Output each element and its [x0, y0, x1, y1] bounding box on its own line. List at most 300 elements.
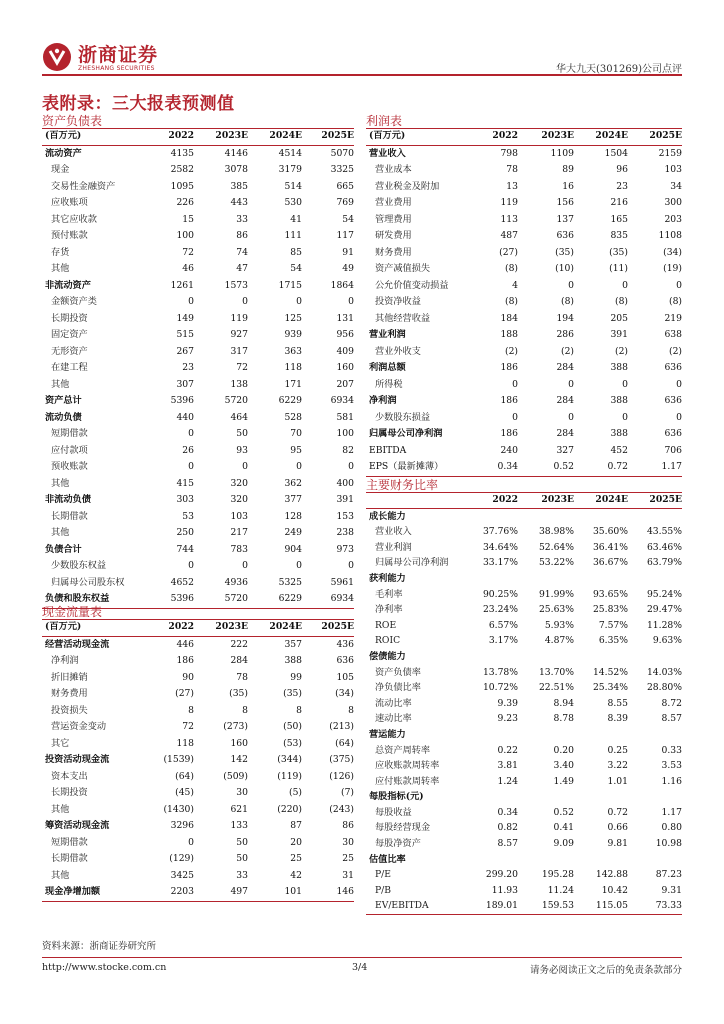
table-row — [42, 360, 354, 377]
cell-value: 28.80% — [646, 682, 682, 694]
table-row — [42, 195, 354, 212]
cell-value: 74 — [236, 246, 248, 258]
row-label: 非流动负债 — [45, 494, 91, 505]
cell-value: 388 — [284, 655, 302, 666]
cell-value: 0 — [622, 411, 628, 423]
cell-value: 203 — [664, 213, 682, 225]
cell-value: 0.52 — [553, 806, 574, 818]
cell-value: 638 — [664, 329, 682, 340]
cell-value — [466, 727, 518, 743]
cell-value: 117 — [336, 230, 354, 241]
row-label: 投资净收益 — [375, 296, 421, 307]
table-row — [366, 228, 682, 245]
page-number: 3/4 — [352, 962, 368, 973]
logo-mark-icon — [42, 42, 72, 72]
cell-value: 103 — [230, 510, 248, 522]
cell-value: 249 — [284, 527, 302, 538]
cell-value: 284 — [556, 428, 574, 439]
row-label: 利润总额 — [369, 362, 406, 373]
table-row — [366, 665, 682, 681]
cell-value — [518, 727, 574, 743]
row-label: 营业费用 — [375, 197, 412, 208]
table-row — [366, 311, 682, 328]
cell-value: 1.16 — [661, 775, 682, 787]
cell-value: 95.24% — [646, 588, 682, 600]
cell-value: 4 — [512, 279, 518, 291]
cell-value: 99 — [290, 671, 302, 683]
cell-value: 8 — [296, 704, 302, 716]
row-label: 所得税 — [375, 378, 403, 390]
table-row — [42, 719, 354, 736]
cell-value: 0.33 — [661, 744, 682, 756]
cell-value: 87.23 — [655, 869, 682, 881]
cell-value: 4146 — [224, 147, 248, 159]
cell-value: 636 — [664, 395, 682, 406]
cell-value: 1109 — [550, 147, 574, 159]
cell-value: 26 — [182, 444, 194, 456]
cell-value: 6.35% — [598, 635, 628, 647]
cell-value: 3.53 — [661, 760, 682, 772]
table-row — [42, 703, 354, 720]
cell-value: (50) — [283, 721, 302, 732]
row-label: 其它 — [51, 737, 70, 749]
cell-value: 9.63% — [652, 635, 682, 647]
cell-value: 73.33 — [628, 898, 682, 914]
cell-value: (64) — [335, 737, 354, 749]
cell-value: (27) — [175, 688, 194, 699]
cell-value: 303 — [176, 494, 194, 505]
cell-value: 33 — [236, 213, 248, 225]
cell-value: 54 — [290, 263, 302, 274]
cell-value: 50 — [236, 836, 248, 848]
cell-value: 7.57% — [598, 619, 628, 631]
table-row — [366, 212, 682, 229]
cell-value: 10.72% — [482, 682, 518, 694]
cell-value: 118 — [284, 362, 302, 373]
unit-label: (百万元) — [366, 128, 470, 145]
cell-value: 33.17% — [482, 557, 518, 569]
footer-disclaimer: 请务必阅读正文之后的免责条款部分 — [529, 965, 682, 976]
cell-value: 105 — [336, 671, 354, 683]
row-label: 总资产周转率 — [375, 744, 431, 756]
cell-value: 0.80 — [661, 822, 682, 834]
cell-value: 0 — [188, 836, 194, 848]
cell-value — [628, 789, 682, 805]
table-row — [366, 508, 682, 524]
cell-value: 25.83% — [592, 604, 628, 616]
cell-value: 388 — [610, 428, 628, 439]
cell-value: 0.22 — [497, 744, 518, 756]
cell-value: 133 — [230, 820, 248, 831]
column-header: 2025E — [302, 128, 354, 145]
cell-value: (8) — [504, 296, 518, 307]
cell-value: 82 — [342, 444, 354, 456]
footer-website-link[interactable]: http://www.stocke.com.cn — [42, 962, 167, 973]
cell-value: 85 — [290, 246, 302, 258]
table-row — [42, 443, 354, 460]
cell-value: 52.64% — [538, 541, 574, 553]
row-label: 归属母公司股东权 — [51, 576, 125, 588]
ratios-title: 主要财务比率 — [366, 478, 439, 492]
cell-value: 86 — [342, 820, 354, 831]
cell-value: 284 — [556, 362, 574, 373]
row-label: 净利润 — [369, 395, 397, 406]
cell-value: 0.66 — [607, 822, 628, 834]
cell-value: 41 — [290, 213, 302, 225]
cell-value: 36.67% — [592, 557, 628, 569]
row-label: 净利率 — [375, 604, 403, 616]
cell-value: 6229 — [278, 395, 302, 406]
cell-value: 146 — [302, 884, 354, 901]
row-label: 筹资活动现金流 — [45, 820, 110, 831]
table-row — [366, 571, 682, 587]
cell-value: 186 — [500, 395, 518, 406]
cell-value: 159.53 — [518, 898, 574, 914]
cell-value: 6.57% — [488, 619, 518, 631]
row-label: 预付账款 — [51, 230, 88, 241]
cell-value: 13.78% — [482, 666, 518, 678]
column-header: 2022 — [470, 128, 518, 145]
row-label: 应收账项 — [51, 197, 88, 208]
cell-value: 1.24 — [497, 775, 518, 787]
cell-value: 927 — [230, 329, 248, 340]
row-label: 交易性金融资产 — [51, 180, 116, 192]
cell-value: 35.60% — [592, 526, 628, 538]
cell-value: 8 — [348, 704, 354, 716]
column-header: 2025E — [302, 619, 354, 636]
cell-value: 5070 — [330, 147, 354, 159]
cell-value: 23 — [182, 362, 194, 373]
income-statement-title: 利润表 — [366, 114, 403, 128]
row-label: 金额资产类 — [51, 296, 97, 307]
cell-value: 250 — [176, 527, 194, 538]
cell-value: 119 — [500, 197, 518, 208]
cell-value: 90.25% — [482, 588, 518, 600]
cell-value: 2582 — [170, 164, 194, 175]
cell-value: (5) — [288, 787, 302, 798]
cell-value: (243) — [329, 803, 354, 815]
cell-value: 96 — [616, 164, 628, 175]
cell-value: 0 — [348, 296, 354, 307]
cell-value: 284 — [556, 395, 574, 406]
row-label: EPS（最新摊薄） — [366, 459, 470, 476]
cell-value: 137 — [556, 213, 574, 225]
cell-value — [574, 649, 628, 665]
cell-value: 0 — [296, 296, 302, 307]
cell-value: 8.57 — [661, 713, 682, 725]
cell-value — [574, 508, 628, 524]
row-label: 归属母公司净利润 — [369, 428, 443, 439]
cell-value: 497 — [194, 884, 248, 901]
column-header: 2022 — [146, 619, 194, 636]
row-label: 固定资产 — [51, 329, 88, 340]
cell-value: 1504 — [604, 147, 628, 159]
row-label: 折旧摊销 — [51, 671, 88, 683]
cell-value: 377 — [284, 494, 302, 505]
cell-value: 9.81 — [607, 838, 628, 850]
cell-value: 5720 — [194, 591, 248, 608]
cell-value: 219 — [664, 312, 682, 324]
column-header: 2022 — [466, 492, 518, 508]
table-row — [366, 162, 682, 179]
table-row — [42, 393, 354, 410]
cell-value: 636 — [664, 428, 682, 439]
cell-value: 1.01 — [607, 775, 628, 787]
row-label: 营业收入 — [375, 526, 412, 538]
row-label: 偿债能力 — [369, 650, 406, 662]
cell-value: 9.39 — [497, 697, 518, 709]
cell-value: 1108 — [658, 230, 682, 241]
cell-value: 128 — [284, 510, 302, 522]
cell-value: 9.23 — [497, 713, 518, 725]
table-row — [42, 575, 354, 592]
table-row — [42, 785, 354, 802]
cell-value: 320 — [230, 494, 248, 505]
table-row — [366, 426, 682, 443]
cell-value: 299.20 — [485, 869, 518, 881]
row-label: 资产总计 — [45, 395, 82, 406]
header-divider — [42, 74, 682, 76]
cell-value: 1095 — [170, 180, 194, 192]
cell-value: 91.99% — [538, 588, 574, 600]
row-label: 负债和股东权益 — [42, 591, 146, 608]
table-row — [366, 195, 682, 212]
row-label: 其他 — [51, 263, 70, 274]
cell-value: 15 — [182, 213, 194, 225]
cell-value: 0 — [512, 411, 518, 423]
cash-flow-table — [42, 619, 354, 902]
row-label: 短期借款 — [51, 836, 88, 848]
table-row — [42, 818, 354, 835]
row-label: 研发费用 — [375, 230, 412, 241]
cell-value: 72 — [236, 362, 248, 373]
cell-value: (34) — [335, 688, 354, 699]
cell-value: 0 — [188, 560, 194, 571]
cell-value: 0 — [242, 560, 248, 571]
table-row — [42, 228, 354, 245]
cell-value: 8.78 — [553, 713, 574, 725]
table-row — [42, 327, 354, 344]
table-row — [366, 524, 682, 540]
row-label: 获利能力 — [369, 572, 406, 584]
cell-value — [628, 649, 682, 665]
cell-value: 3296 — [170, 820, 194, 831]
cell-value: 125 — [284, 312, 302, 324]
cell-value: 13.70% — [538, 666, 574, 678]
table-row — [366, 774, 682, 790]
cell-value: 238 — [336, 527, 354, 538]
cell-value: 186 — [500, 428, 518, 439]
cell-value: 6934 — [330, 395, 354, 406]
row-label: 长期投资 — [51, 787, 88, 798]
row-label: 流动负债 — [45, 411, 82, 423]
table-row — [366, 820, 682, 836]
cell-value: 11.24 — [547, 884, 574, 896]
cell-value: 78 — [506, 164, 518, 175]
cell-value: 142 — [230, 754, 248, 765]
cell-value: 149 — [176, 312, 194, 324]
cell-value: 38.98% — [538, 526, 574, 538]
row-label: 归属母公司净利润 — [375, 557, 449, 569]
cell-value — [466, 571, 518, 587]
column-header: 2024E — [248, 619, 302, 636]
cell-value: 195.28 — [541, 869, 574, 881]
row-label: 流动资产 — [45, 147, 82, 159]
cell-value: 3078 — [224, 164, 248, 175]
row-label: P/E — [375, 869, 391, 881]
table-row — [42, 509, 354, 526]
cell-value: (8) — [668, 296, 682, 307]
cell-value: 142.88 — [595, 869, 628, 881]
cell-value: 8 — [188, 704, 194, 716]
cell-value — [628, 852, 682, 868]
cell-value: 11.28% — [646, 619, 682, 631]
cell-value: (45) — [175, 787, 194, 798]
row-label: 营业利润 — [369, 329, 406, 340]
cell-value: (509) — [223, 770, 248, 782]
cell-value: 621 — [230, 803, 248, 815]
table-row — [366, 633, 682, 649]
table-row — [42, 261, 354, 278]
cell-value: 23 — [616, 180, 628, 192]
cell-value: (7) — [340, 787, 354, 798]
table-row — [42, 410, 354, 427]
cell-value: 186 — [176, 655, 194, 666]
cell-value: 0 — [296, 461, 302, 472]
table-row — [366, 852, 682, 868]
cell-value: 0 — [676, 411, 682, 423]
table-row — [366, 278, 682, 295]
cell-value: 284 — [230, 655, 248, 666]
column-header: 2023E — [518, 492, 574, 508]
cell-value: 4936 — [224, 576, 248, 588]
cell-value: 0 — [676, 378, 682, 390]
report-tag: 华大九天(301269)公司点评 — [556, 64, 682, 75]
cell-value: 0.34 — [470, 459, 518, 476]
cell-value: 514 — [284, 180, 302, 192]
cell-value: 8.72 — [661, 697, 682, 709]
row-label: 其他经营收益 — [375, 312, 431, 324]
row-label: 每股净资产 — [375, 838, 421, 850]
cell-value — [574, 789, 628, 805]
row-label: 净利润 — [51, 655, 79, 666]
cell-value: 111 — [284, 230, 302, 241]
cell-value: 835 — [610, 230, 628, 241]
cell-value: 217 — [230, 527, 248, 538]
cell-value: 8.94 — [553, 697, 574, 709]
cell-value: 6229 — [248, 591, 302, 608]
row-label: 少数股东权益 — [51, 560, 107, 571]
cell-value: 636 — [336, 655, 354, 666]
table-row — [366, 360, 682, 377]
cell-value: 49 — [342, 263, 354, 274]
cell-value — [628, 727, 682, 743]
cell-value: (35) — [283, 688, 302, 699]
row-label: 应付账款周转率 — [375, 775, 440, 787]
table-row — [42, 212, 354, 229]
cell-value: 4514 — [278, 147, 302, 159]
cell-value: 0 — [568, 279, 574, 291]
cell-value: 904 — [284, 543, 302, 555]
cell-value: 2159 — [658, 147, 682, 159]
cell-value: 391 — [610, 329, 628, 340]
row-label: 投资损失 — [51, 704, 88, 716]
cell-value: 20 — [290, 836, 302, 848]
cell-value: (35) — [609, 246, 628, 258]
logo-text-en: ZHESHANG SECURITIES — [78, 65, 155, 72]
cell-value: 0 — [676, 279, 682, 291]
cell-value: 4135 — [170, 147, 194, 159]
table-row — [42, 884, 354, 901]
table-row — [366, 883, 682, 899]
row-label: 营业税金及附加 — [375, 180, 440, 192]
row-label: 长期借款 — [51, 853, 88, 864]
cell-value: 3325 — [330, 164, 354, 175]
cell-value: 1.17 — [661, 806, 682, 818]
cell-value: 53 — [182, 510, 194, 522]
cell-value: 939 — [284, 329, 302, 340]
cell-value: 0 — [242, 296, 248, 307]
table-row — [366, 789, 682, 805]
cell-value: 744 — [176, 543, 194, 555]
table-row — [366, 758, 682, 774]
cell-value — [518, 789, 574, 805]
cell-value: 37.76% — [482, 526, 518, 538]
cell-value: 72 — [182, 721, 194, 732]
cell-value: 415 — [176, 477, 194, 489]
row-label: 资产负债率 — [375, 666, 421, 678]
row-label: EBITDA — [369, 444, 407, 456]
cell-value: 0 — [188, 461, 194, 472]
cell-value: 25.34% — [592, 682, 628, 694]
cell-value: 23.24% — [482, 604, 518, 616]
cell-value: 205 — [610, 312, 628, 324]
cell-value: (1430) — [163, 803, 194, 815]
table-row — [42, 476, 354, 493]
cell-value: 188 — [500, 329, 518, 340]
cell-value: 956 — [336, 329, 354, 340]
cell-value: 0.34 — [497, 806, 518, 818]
cell-value: 10.42 — [601, 884, 628, 896]
cell-value: 42 — [290, 869, 302, 881]
column-header: 2024E — [574, 492, 628, 508]
cell-value: 581 — [336, 411, 354, 423]
row-label: 其他 — [51, 803, 70, 815]
row-label: 现金净增加额 — [42, 884, 146, 901]
cell-value: 90 — [182, 671, 194, 683]
column-header: 2025E — [628, 492, 682, 508]
table-row — [42, 542, 354, 559]
cell-value: (344) — [277, 754, 302, 765]
table-row — [366, 587, 682, 603]
cell-value: 3.81 — [497, 760, 518, 772]
table-row — [42, 591, 354, 608]
cell-value: 160 — [230, 737, 248, 749]
column-header: 2024E — [574, 128, 628, 145]
row-label: 无形资产 — [51, 345, 88, 357]
cell-value: 47 — [236, 263, 248, 274]
row-label: 预收账款 — [51, 461, 88, 472]
row-label: 成长能力 — [369, 510, 406, 522]
cell-value — [574, 727, 628, 743]
row-label: 长期投资 — [51, 312, 88, 324]
table-row — [42, 636, 354, 653]
cell-value — [466, 649, 518, 665]
table-row — [366, 179, 682, 196]
cell-value: 54 — [342, 213, 354, 225]
cell-value: 446 — [176, 638, 194, 650]
cell-value: 13 — [506, 180, 518, 192]
